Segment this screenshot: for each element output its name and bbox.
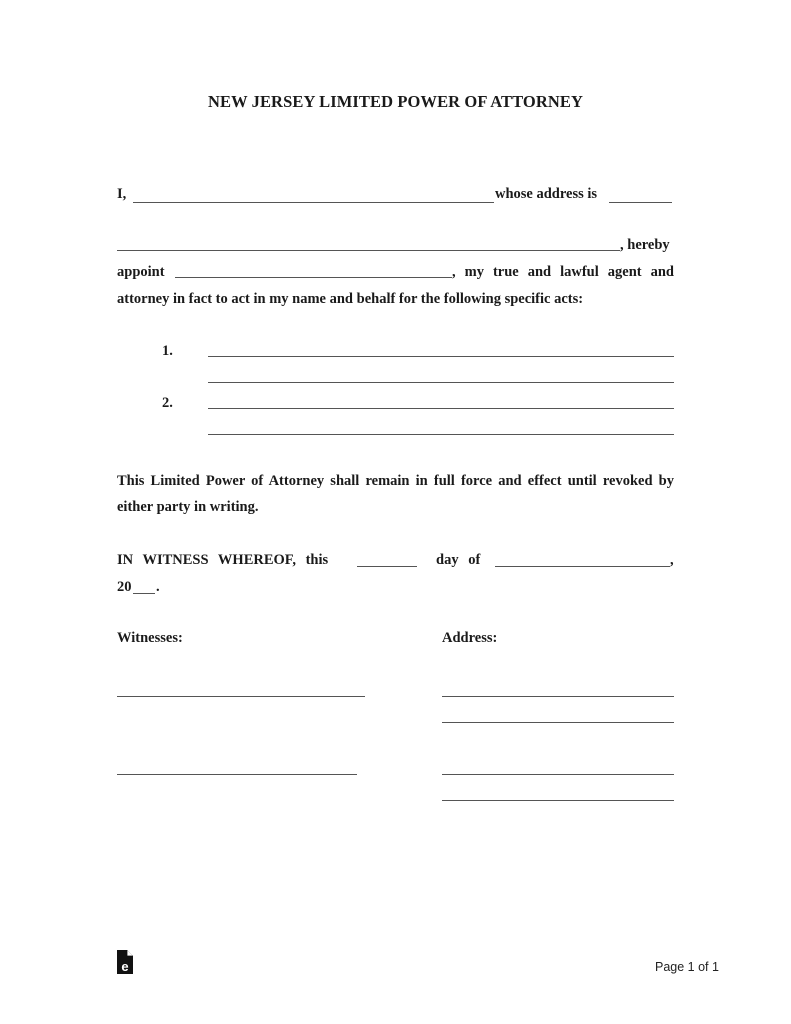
act-number-1: 1. <box>162 343 173 359</box>
month-field[interactable] <box>495 566 670 567</box>
appoint-text: appoint <box>117 264 165 280</box>
grantor-prefix: I, <box>117 186 127 202</box>
act-2-field-line-2[interactable] <box>208 434 674 435</box>
eforms-logo-icon <box>117 950 133 974</box>
witness-2-address-field-line-1[interactable] <box>442 774 674 775</box>
witness-1-address-field-line-1[interactable] <box>442 696 674 697</box>
act-1-field-line-2[interactable] <box>208 382 674 383</box>
grantor-address-field[interactable] <box>117 250 620 251</box>
act-number-2: 2. <box>162 395 173 411</box>
hereby-text: , hereby <box>620 237 670 253</box>
svg-text:e: e <box>121 959 129 974</box>
act-1-field-line-1[interactable] <box>208 356 674 357</box>
grantor-name-field[interactable] <box>133 202 494 203</box>
day-of-text: day of <box>436 552 481 568</box>
page-number: Page 1 of 1 <box>655 960 719 974</box>
address-label: Address: <box>442 630 498 646</box>
act-2-field-line-1[interactable] <box>208 408 674 409</box>
witness-1-address-field-line-2[interactable] <box>442 722 674 723</box>
grantor-address-field-start[interactable] <box>609 202 672 203</box>
address-prefix: whose address is <box>495 186 598 202</box>
witnesses-label: Witnesses: <box>117 630 183 646</box>
year-field[interactable] <box>133 593 155 594</box>
duration-text-line-2: either party in writing. <box>117 499 259 515</box>
agent-text: , my true and lawful agent and <box>452 264 674 280</box>
agent-name-field[interactable] <box>175 277 452 278</box>
witness-1-signature-field[interactable] <box>117 696 365 697</box>
duration-text-line-1: This Limited Power of Attorney shall remain in full force and effect until revoked by <box>117 473 674 489</box>
witness-2-signature-field[interactable] <box>117 774 357 775</box>
document-title: NEW JERSEY LIMITED POWER OF ATTORNEY <box>207 92 584 111</box>
day-field[interactable] <box>357 566 417 567</box>
year-suffix: . <box>156 579 160 595</box>
acts-intro: attorney in fact to act in my name and behalf for the following specific acts: <box>117 291 584 307</box>
year-prefix: 20 <box>117 579 132 595</box>
witness-whereof-text: IN WITNESS WHEREOF, this <box>117 552 329 568</box>
witness-2-address-field-line-2[interactable] <box>442 800 674 801</box>
comma-text: , <box>670 552 674 568</box>
